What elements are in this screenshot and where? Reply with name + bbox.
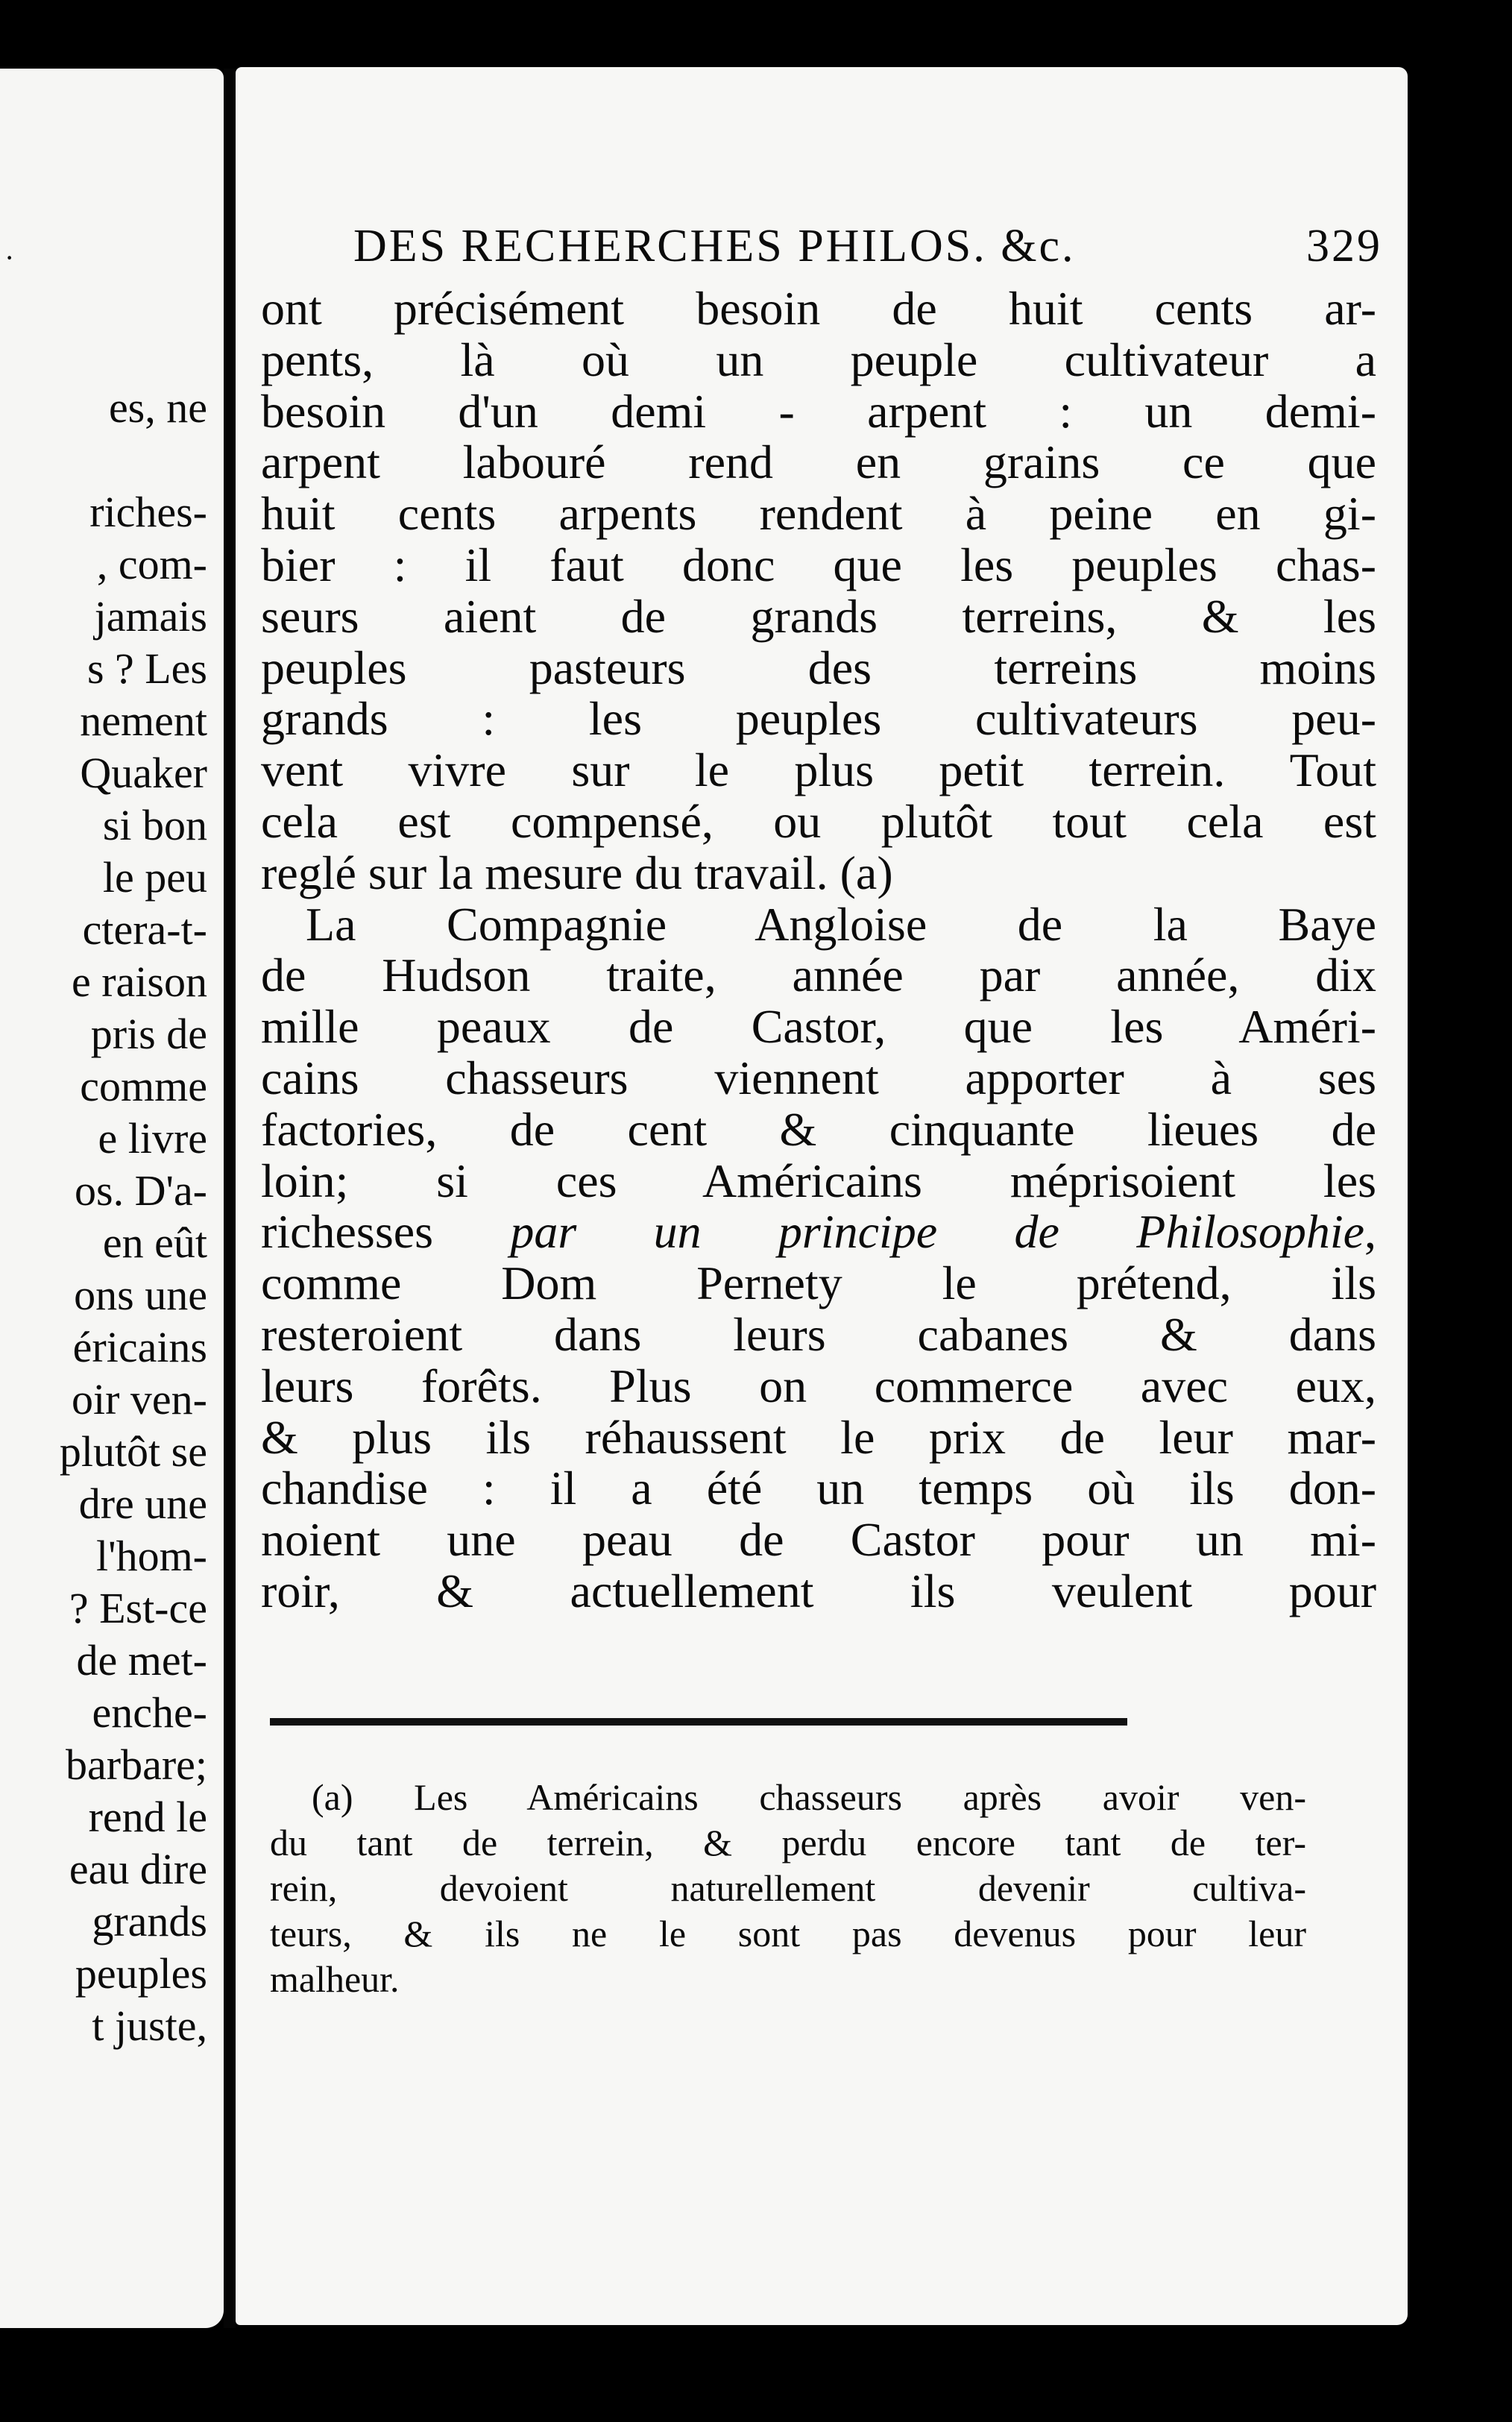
left-line: éricains — [72, 1323, 207, 1371]
book-gutter — [224, 69, 236, 2328]
footnote-rule — [270, 1718, 1127, 1726]
footnote — [270, 1775, 1306, 2002]
left-line: plutôt se — [59, 1427, 207, 1476]
left-line: peuples — [75, 1949, 207, 1998]
text-line: grands : les peuples cultivateurs peu- — [261, 692, 1376, 746]
left-line: riches- — [89, 488, 207, 536]
left-line: barbare; — [66, 1740, 207, 1789]
left-line: de met- — [76, 1636, 207, 1685]
left-line: e raison — [72, 957, 207, 1006]
text-line: bier : il faut donc que les peuples chas- — [261, 538, 1376, 591]
text-line: arpent labouré rend en grains ce que — [261, 435, 1376, 489]
text-line-with-italic — [261, 1207, 1376, 1258]
text-segment: richesses — [261, 1205, 511, 1259]
text-line: roir, & actuellement ils veulent pour — [261, 1564, 1376, 1617]
footnote-line: rein, devoient naturellement devenir cultiva- — [270, 1867, 1306, 1909]
text-line: noient une peau de Castor pour un mi- — [261, 1513, 1376, 1567]
left-line: eau dire — [69, 1845, 207, 1893]
left-line: oir ven- — [72, 1375, 207, 1424]
text-line: loin; si ces Américains méprisoient les — [261, 1154, 1376, 1207]
text-segment: , — [1364, 1205, 1377, 1259]
page-number: 329 — [1306, 221, 1382, 271]
left-line: t juste, — [92, 2001, 207, 2050]
left-line: l'hom- — [96, 1532, 207, 1580]
text-line: mille peaux de Castor, que les Améri- — [261, 1000, 1376, 1054]
text-line: besoin d'un demi - arpent : un demi- — [261, 384, 1376, 438]
left-line: os. D'a- — [75, 1166, 207, 1215]
left-page-mark: · — [4, 241, 15, 274]
left-line: ? Est-ce — [69, 1584, 207, 1632]
left-line — [60, 434, 207, 486]
left-line: enche- — [92, 1688, 207, 1737]
left-line: jamais — [94, 592, 207, 641]
text-line: resteroient dans leurs cabanes & dans — [261, 1307, 1376, 1361]
left-line: es, ne — [108, 383, 207, 432]
text-line: leurs forêts. Plus on commerce avec eux, — [261, 1359, 1376, 1412]
text-line: & plus ils réhaussent le prix de leur mar- — [261, 1410, 1376, 1464]
left-line: Quaker — [80, 749, 207, 797]
text-line: de Hudson traite, année par année, dix — [261, 949, 1376, 1002]
left-line: rend le — [88, 1793, 207, 1841]
left-line: , com- — [96, 540, 207, 588]
text-line: chandise : il a été un temps où ils don- — [261, 1462, 1376, 1515]
text-line: ont précisément besoin de huit cents ar- — [261, 282, 1376, 335]
left-line: comme — [80, 1062, 207, 1110]
left-line: ctera-t- — [82, 905, 207, 954]
footnote-line: (a) Les Américains chasseurs après avoir ven- — [312, 1776, 1306, 1818]
text-line: cela est compensé, ou plutôt tout cela est — [261, 794, 1376, 848]
text-line: La Compagnie Angloise de la Baye — [306, 897, 1376, 951]
italic-phrase: par un principe de Philosophie — [510, 1205, 1365, 1259]
running-head-title: DES RECHERCHES PHILOS. &c. — [353, 221, 1076, 271]
right-page — [236, 67, 1408, 2325]
footnote-line: du tant de terrein, & perdu encore tant de ter- — [270, 1822, 1306, 1863]
left-line: ons une — [74, 1271, 207, 1319]
text-line: huit cents arpents rendent à peine en gi- — [261, 487, 1376, 541]
running-head — [353, 220, 1382, 273]
left-line: e livre — [98, 1114, 207, 1163]
left-line: pris de — [90, 1010, 207, 1058]
footnote-line: malheur. — [270, 1958, 400, 2000]
left-line: si bon — [102, 801, 207, 849]
left-line: en eût — [102, 1218, 207, 1267]
left-line: s ? Les — [86, 644, 207, 693]
left-line: dre une — [78, 1479, 207, 1528]
left-line: grands — [92, 1897, 207, 1946]
text-line: vent vivre sur le plus petit terrein. Tout — [261, 743, 1376, 797]
text-line: factories, de cent & cinquante lieues de — [261, 1102, 1376, 1156]
text-line: pents, là où un peuple cultivateur a — [261, 333, 1376, 386]
left-line: nement — [80, 696, 207, 745]
left-line: le peu — [102, 853, 207, 902]
footnote-line: teurs, & ils ne le sont pas devenus pour leur — [270, 1913, 1306, 1954]
text-line: cains chasseurs viennent apporter à ses — [261, 1051, 1376, 1104]
text-line: reglé sur la mesure du travail. (a) — [261, 846, 893, 899]
text-line: comme Dom Pernety le prétend, ils — [261, 1256, 1376, 1310]
body-text — [261, 283, 1376, 1617]
text-line: peuples pasteurs des terreins moins — [261, 641, 1376, 694]
left-page-text — [60, 382, 207, 2052]
left-page — [0, 69, 224, 2328]
text-line: seurs aient de grands terreins, & les — [261, 589, 1376, 643]
